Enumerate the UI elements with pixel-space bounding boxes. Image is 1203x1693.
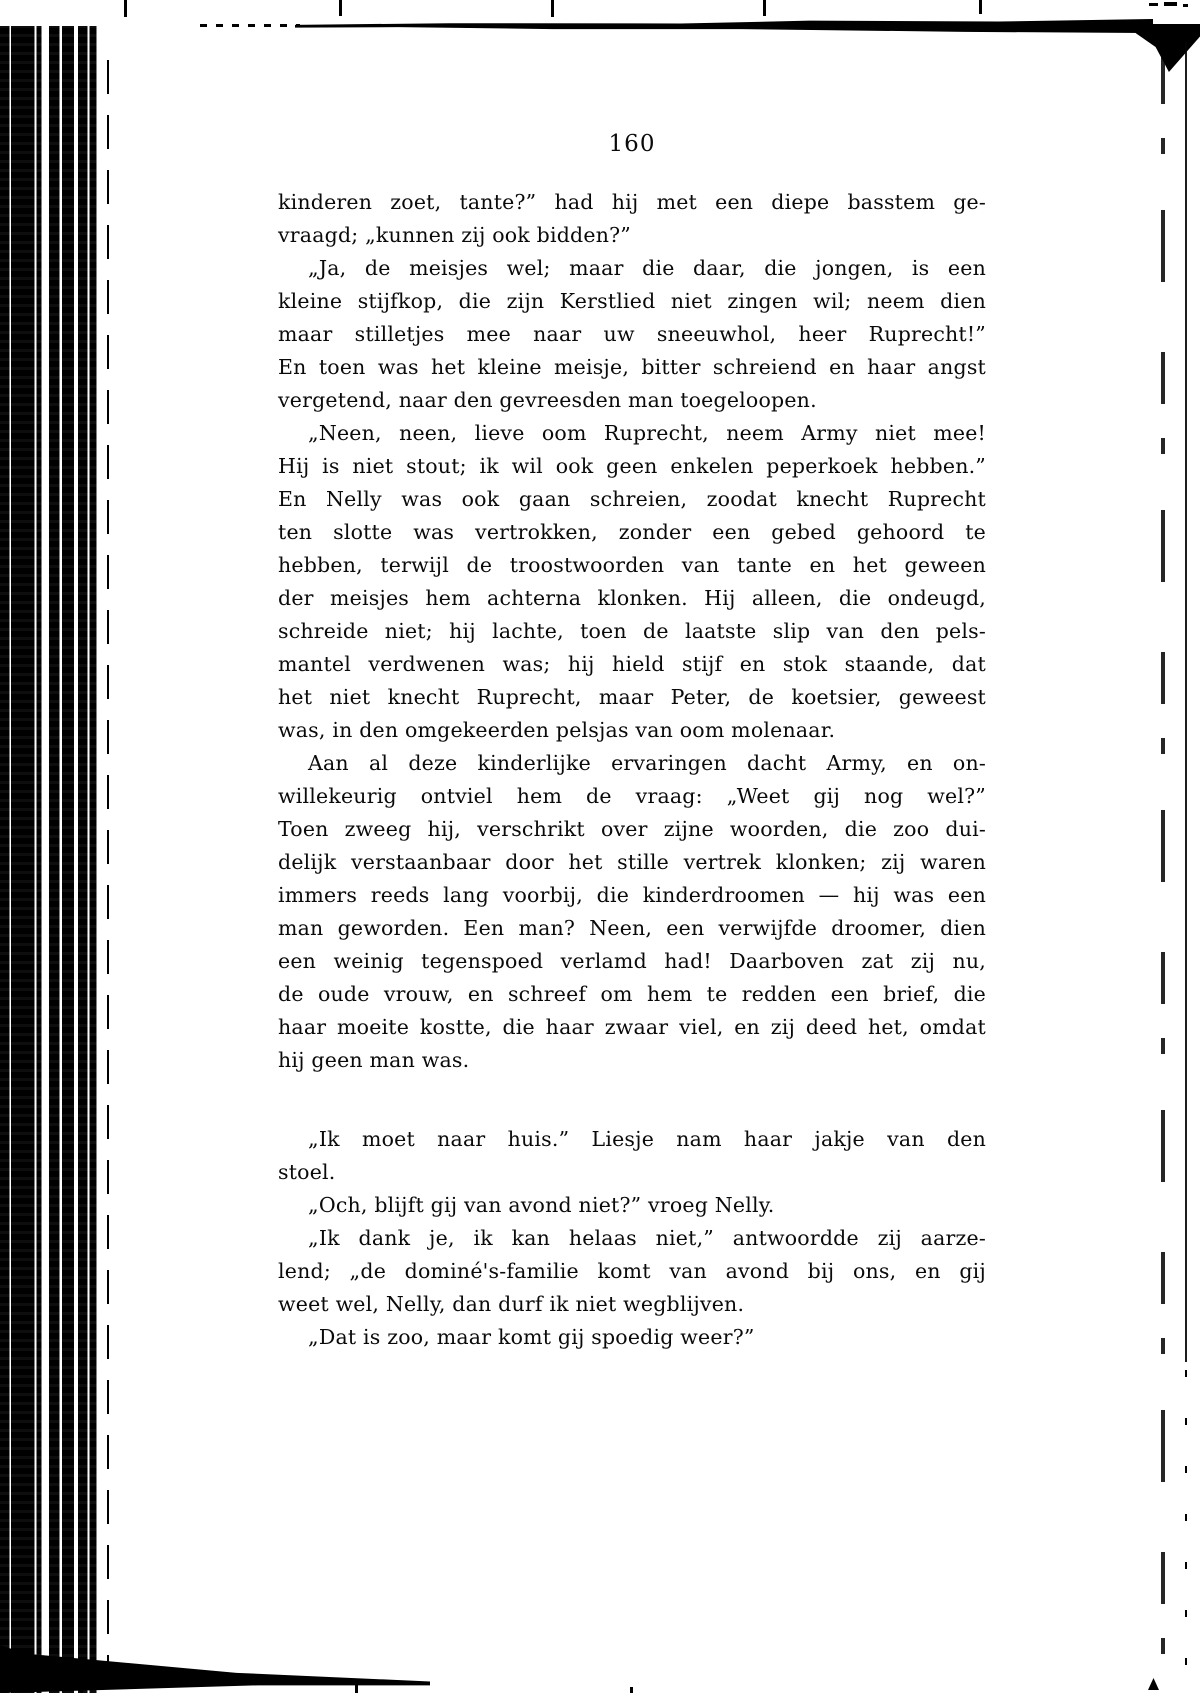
text-line: Aan al deze kinderlijke ervaringen dacht Army, en on- bbox=[308, 751, 986, 775]
registration-tick bbox=[763, 0, 766, 16]
page-edge-line bbox=[1185, 42, 1187, 1362]
registration-tick bbox=[80, 1686, 83, 1693]
text-line: hij geen man was. bbox=[278, 1048, 470, 1072]
scan-artifact-top-band bbox=[295, 19, 1153, 33]
text-line: vraagd; „kunnen zij ook bidden?” bbox=[278, 223, 631, 247]
text-line: mantel verdwenen was; hij hield stijf en stok staande, dat bbox=[278, 652, 986, 676]
scan-artifact-top-dots bbox=[200, 24, 300, 27]
text-line: man geworden. Een man? Neen, een verwijfde droomer, dien bbox=[278, 916, 986, 940]
registration-tick bbox=[124, 0, 127, 17]
text-line: En Nelly was ook gaan schreien, zoodat knecht Ruprecht bbox=[278, 487, 986, 511]
text-line: stoel. bbox=[278, 1160, 336, 1184]
text-line: een weinig tegenspoed verlamd had! Daarboven zat zij nu, bbox=[278, 949, 986, 973]
text-line: „Dat is zoo, maar komt gij spoedig weer?” bbox=[308, 1325, 755, 1349]
text-line: was, in den omgekeerden pelsjas van oom molenaar. bbox=[278, 718, 836, 742]
text-line: het niet knecht Ruprecht, maar Peter, de koetsier, geweest bbox=[278, 685, 986, 709]
text-line: „Ik dank je, ik kan helaas niet,” antwoordde zij aarze- bbox=[308, 1226, 986, 1250]
text-line: hebben, terwijl de troostwoorden van tante en het geween bbox=[278, 553, 986, 577]
text-line: der meisjes hem achterna klonken. Hij alleen, die ondeugd, bbox=[278, 586, 986, 610]
text-line: kinderen zoet, tante?” had hij met een diepe basstem ge- bbox=[278, 190, 986, 214]
text-line: immers reeds lang voorbij, die kinderdroomen — hij was een bbox=[278, 883, 986, 907]
registration-tick bbox=[339, 0, 342, 16]
bottom-edge-speck bbox=[1148, 1678, 1159, 1690]
text-line: weet wel, Nelly, dan durf ik niet wegblijven. bbox=[278, 1292, 745, 1316]
text-line: de oude vrouw, en schreef om hem te redden een brief, die bbox=[278, 982, 986, 1006]
text-line: vergetend, naar den gevreesden man toegeloopen. bbox=[278, 388, 817, 412]
text-line: maar stilletjes mee naar uw sneeuwhol, heer Ruprecht!” bbox=[278, 322, 986, 346]
text-block bbox=[278, 186, 986, 1354]
page-edge-line-lower bbox=[1185, 1370, 1187, 1685]
page-number: 160 bbox=[608, 131, 656, 157]
text-line: „Ja, de meisjes wel; maar die daar, die jongen, is een bbox=[308, 256, 986, 280]
text-line: „Neen, neen, lieve oom Ruprecht, neem Army niet mee! bbox=[308, 421, 986, 445]
text-line: willekeurig ontviel hem de vraag: „Weet gij nog wel?” bbox=[278, 784, 986, 808]
registration-tick bbox=[551, 0, 554, 17]
text-line: Hij is niet stout; ik wil ook geen enkelen peperkoek hebben.” bbox=[278, 454, 986, 478]
text-line: kleine stijfkop, die zijn Kerstlied niet zingen wil; neem dien bbox=[278, 289, 986, 313]
registration-tick bbox=[979, 0, 982, 14]
text-line: haar moeite kostte, die haar zwaar viel, en zij deed het, omdat bbox=[278, 1015, 986, 1039]
text-line: ten slotte was vertrokken, zonder een gebed gehoord te bbox=[278, 520, 986, 544]
text-line: delijk verstaanbaar door het stille vertrek klonken; zij waren bbox=[278, 850, 986, 874]
binding-edge-line bbox=[107, 60, 109, 1690]
text-line: „Ik moet naar huis.” Liesje nam haar jakje van den bbox=[308, 1127, 986, 1151]
corner-speck bbox=[1183, 4, 1188, 7]
text-line: lend; „de dominé's-familie komt van avond bij ons, en gij bbox=[278, 1259, 986, 1283]
text-line: schreide niet; hij lachte, toen de laatste slip van den pels- bbox=[278, 619, 986, 643]
book-binding-shadow bbox=[0, 26, 104, 1693]
registration-tick bbox=[630, 1687, 633, 1693]
corner-speck bbox=[1164, 2, 1177, 6]
corner-speck bbox=[1149, 3, 1158, 6]
text-line: „Och, blijft gij van avond niet?” vroeg Nelly. bbox=[308, 1193, 775, 1217]
text-line: Toen zweeg hij, verschrikt over zijne woorden, die zoo dui- bbox=[278, 817, 986, 841]
registration-tick bbox=[355, 1684, 358, 1693]
page-edge-dashed-line bbox=[1161, 52, 1165, 1682]
text-line: En toen was het kleine meisje, bitter schreiend en haar angst bbox=[278, 355, 986, 379]
